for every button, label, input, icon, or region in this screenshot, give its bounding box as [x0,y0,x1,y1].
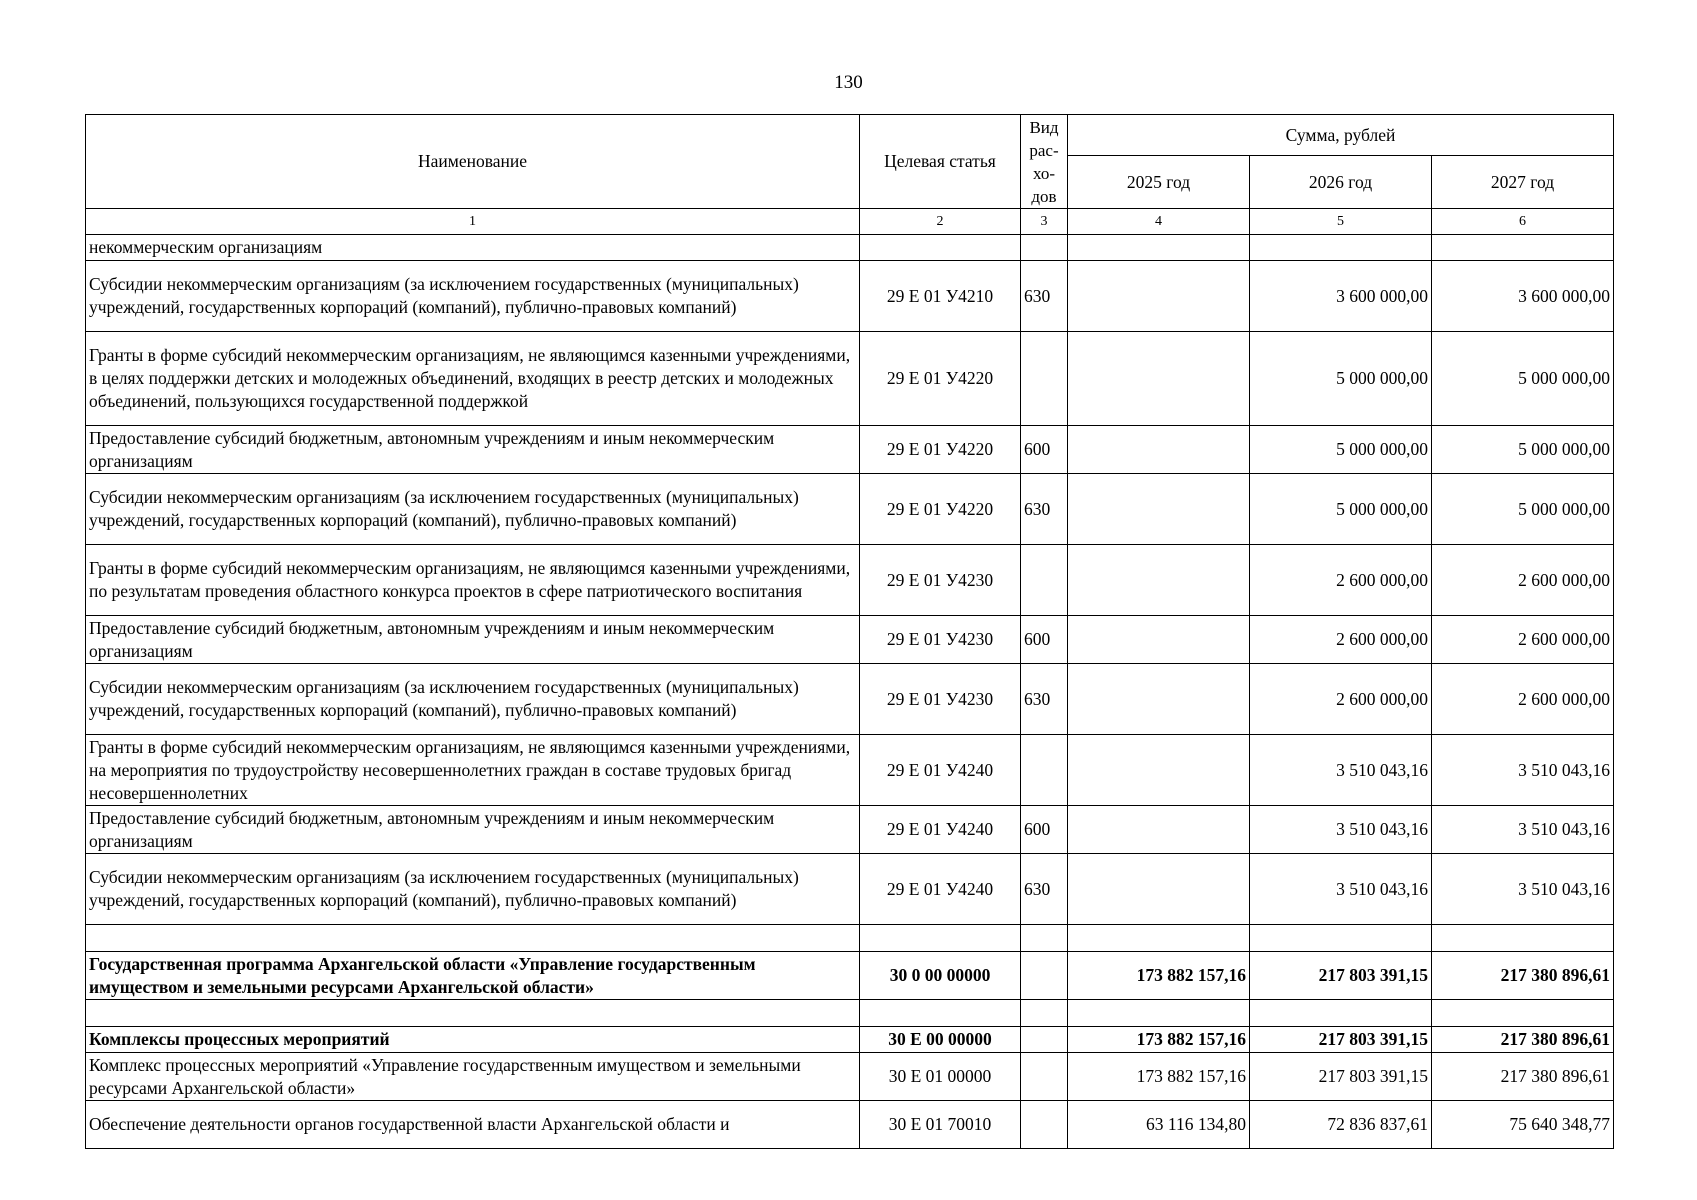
row-amount-2025 [1068,261,1250,332]
row-amount-2026 [1250,925,1432,952]
row-target-article: 30 Е 01 00000 [860,1053,1021,1101]
column-number: 1 [86,209,860,235]
row-target-article: 30 0 00 00000 [860,952,1021,1000]
row-amount-2026: 217 803 391,15 [1250,1053,1432,1101]
row-amount-2026: 2 600 000,00 [1250,664,1432,735]
row-amount-2026: 5 000 000,00 [1250,332,1432,426]
row-amount-2026 [1250,235,1432,261]
table-row [86,735,1614,806]
row-target-article [860,925,1021,952]
row-amount-2026: 217 803 391,15 [1250,952,1432,1000]
row-name: Комплекс процессных мероприятий «Управление государственным имуществом и земельными ресурсами Архангельской области» [86,1053,860,1101]
row-target-article: 29 Е 01 У4230 [860,664,1021,735]
row-amount-2025 [1068,1000,1250,1027]
row-amount-2027: 217 380 896,61 [1432,1053,1614,1101]
table-row [86,235,1614,261]
row-amount-2025: 173 882 157,16 [1068,1027,1250,1053]
row-target-article: 29 Е 01 У4220 [860,474,1021,545]
table-header [86,115,1614,235]
column-number: 6 [1432,209,1614,235]
row-amount-2026: 72 836 837,61 [1250,1101,1432,1149]
row-name: Гранты в форме субсидий некоммерческим организациям, не являющимся казенными учреждениями, на мероприятия по трудоустройству несовершеннолетних граждан в составе трудовых бригад несовершеннолетних [86,735,860,806]
table-row [86,545,1614,616]
table-row [86,426,1614,474]
row-amount-2027: 75 640 348,77 [1432,1101,1614,1149]
row-amount-2025 [1068,806,1250,854]
budget-table [85,114,1614,1149]
row-amount-2025 [1068,545,1250,616]
row-name: Субсидии некоммерческим организациям (за исключением государственных (муниципальных) учреждений, государственных корпораций (компаний), публично-правовых компаний) [86,664,860,735]
row-amount-2026: 5 000 000,00 [1250,474,1432,545]
row-amount-2026: 3 510 043,16 [1250,854,1432,925]
row-amount-2027 [1432,1000,1614,1027]
table-row [86,1101,1614,1149]
table-row [86,1000,1614,1027]
row-name: некоммерческим организациям [86,235,860,261]
row-target-article: 29 Е 01 У4240 [860,854,1021,925]
row-amount-2026: 5 000 000,00 [1250,426,1432,474]
row-name [86,1000,860,1027]
row-expense-type [1021,1053,1068,1101]
row-expense-type: 600 [1021,806,1068,854]
row-expense-type [1021,952,1068,1000]
row-amount-2025: 63 116 134,80 [1068,1101,1250,1149]
row-name [86,925,860,952]
row-target-article: 29 Е 01 У4230 [860,545,1021,616]
row-expense-type [1021,235,1068,261]
row-amount-2025 [1068,664,1250,735]
header-target-article: Целевая статья [860,115,1021,209]
row-amount-2027 [1432,235,1614,261]
page-number: 130 [834,72,863,93]
row-amount-2026: 2 600 000,00 [1250,616,1432,664]
row-expense-type: 630 [1021,854,1068,925]
table-row [86,925,1614,952]
row-amount-2026: 3 600 000,00 [1250,261,1432,332]
row-amount-2025 [1068,474,1250,545]
header-name: Наименование [86,115,860,209]
row-target-article [860,235,1021,261]
row-target-article: 30 Е 00 00000 [860,1027,1021,1053]
row-expense-type [1021,1000,1068,1027]
row-amount-2025 [1068,854,1250,925]
table-row [86,332,1614,426]
row-amount-2027: 2 600 000,00 [1432,616,1614,664]
row-amount-2027: 5 000 000,00 [1432,332,1614,426]
header-year-2026: 2026 год [1250,156,1432,209]
row-target-article: 29 Е 01 У4220 [860,426,1021,474]
row-target-article: 29 Е 01 У4240 [860,806,1021,854]
row-target-article: 30 Е 01 70010 [860,1101,1021,1149]
row-amount-2026: 3 510 043,16 [1250,806,1432,854]
row-target-article [860,1000,1021,1027]
row-amount-2027: 217 380 896,61 [1432,952,1614,1000]
row-amount-2025 [1068,735,1250,806]
row-amount-2027: 217 380 896,61 [1432,1027,1614,1053]
row-expense-type: 630 [1021,261,1068,332]
column-number: 2 [860,209,1021,235]
row-target-article: 29 Е 01 У4220 [860,332,1021,426]
table-row [86,952,1614,1000]
row-amount-2026: 3 510 043,16 [1250,735,1432,806]
header-expense-type: Вид рас-хо-дов [1021,115,1068,209]
row-name: Гранты в форме субсидий некоммерческим организациям, не являющимся казенными учреждениями, в целях поддержки детских и молодежных объединений, входящих в реестр детских и молодежных объединений, пользующихся государственной поддержкой [86,332,860,426]
row-amount-2027: 3 600 000,00 [1432,261,1614,332]
table-row [86,1027,1614,1053]
column-number: 5 [1250,209,1432,235]
row-name: Субсидии некоммерческим организациям (за исключением государственных (муниципальных) учреждений, государственных корпораций (компаний), публично-правовых компаний) [86,474,860,545]
row-name: Обеспечение деятельности органов государственной власти Архангельской области и [86,1101,860,1149]
column-number: 3 [1021,209,1068,235]
row-amount-2025 [1068,426,1250,474]
row-name: Предоставление субсидий бюджетным, автономным учреждениям и иным некоммерческим организациям [86,616,860,664]
row-amount-2026: 217 803 391,15 [1250,1027,1432,1053]
row-name: Комплексы процессных мероприятий [86,1027,860,1053]
row-name: Субсидии некоммерческим организациям (за исключением государственных (муниципальных) учреждений, государственных корпораций (компаний), публично-правовых компаний) [86,261,860,332]
row-amount-2027: 3 510 043,16 [1432,735,1614,806]
row-amount-2027: 3 510 043,16 [1432,806,1614,854]
row-amount-2027: 5 000 000,00 [1432,474,1614,545]
row-amount-2027: 3 510 043,16 [1432,854,1614,925]
column-numbers-row [86,209,1614,235]
row-expense-type: 630 [1021,474,1068,545]
row-amount-2025 [1068,616,1250,664]
row-expense-type: 600 [1021,616,1068,664]
header-amount: Сумма, рублей [1068,115,1614,156]
table-row [86,474,1614,545]
column-number: 4 [1068,209,1250,235]
table-row [86,1053,1614,1101]
row-amount-2027: 2 600 000,00 [1432,545,1614,616]
row-name: Предоставление субсидий бюджетным, автономным учреждениям и иным некоммерческим организациям [86,806,860,854]
row-expense-type: 630 [1021,664,1068,735]
row-target-article: 29 Е 01 У4230 [860,616,1021,664]
row-amount-2026: 2 600 000,00 [1250,545,1432,616]
row-amount-2025 [1068,332,1250,426]
table-row [86,261,1614,332]
row-name: Государственная программа Архангельской области «Управление государственным имуществом и земельными ресурсами Архангельской области» [86,952,860,1000]
row-expense-type [1021,332,1068,426]
row-amount-2025: 173 882 157,16 [1068,952,1250,1000]
table-row [86,664,1614,735]
table-row [86,854,1614,925]
row-target-article: 29 Е 01 У4240 [860,735,1021,806]
row-expense-type: 600 [1021,426,1068,474]
row-amount-2027: 5 000 000,00 [1432,426,1614,474]
row-expense-type [1021,1101,1068,1149]
table-row [86,806,1614,854]
row-expense-type [1021,735,1068,806]
row-name: Субсидии некоммерческим организациям (за исключением государственных (муниципальных) учреждений, государственных корпораций (компаний), публично-правовых компаний) [86,854,860,925]
row-expense-type [1021,925,1068,952]
row-name: Гранты в форме субсидий некоммерческим организациям, не являющимся казенными учреждениями, по результатам проведения областного конкурса проектов в сфере патриотического воспитания [86,545,860,616]
table-body [86,235,1614,1149]
row-amount-2026 [1250,1000,1432,1027]
header-year-2025: 2025 год [1068,156,1250,209]
row-amount-2027 [1432,925,1614,952]
row-amount-2025: 173 882 157,16 [1068,1053,1250,1101]
row-target-article: 29 Е 01 У4210 [860,261,1021,332]
table-row [86,616,1614,664]
row-amount-2025 [1068,925,1250,952]
row-expense-type [1021,545,1068,616]
row-name: Предоставление субсидий бюджетным, автономным учреждениям и иным некоммерческим организациям [86,426,860,474]
header-year-2027: 2027 год [1432,156,1614,209]
row-expense-type [1021,1027,1068,1053]
row-amount-2027: 2 600 000,00 [1432,664,1614,735]
row-amount-2025 [1068,235,1250,261]
